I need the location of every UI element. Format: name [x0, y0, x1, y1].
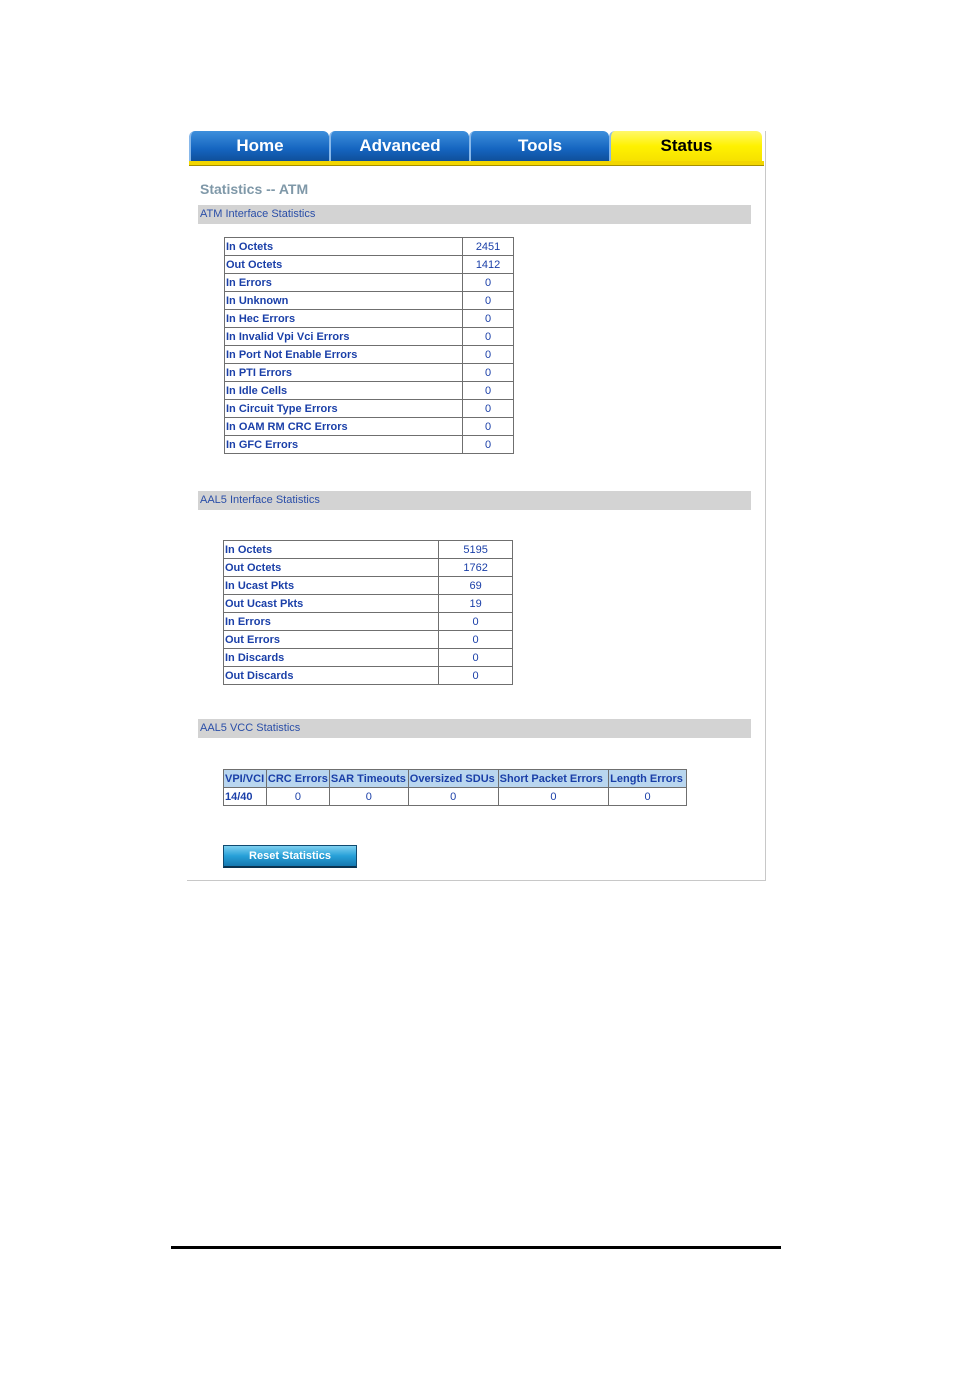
stat-value: 0 [463, 274, 514, 292]
atm-stats-table [224, 237, 514, 454]
table-row [224, 667, 513, 685]
tab-advanced[interactable]: Advanced [329, 131, 469, 161]
vcc-stats-table [223, 769, 687, 806]
page-title: Statistics -- ATM [200, 181, 309, 197]
table-row [224, 649, 513, 667]
stat-value: 69 [439, 577, 513, 595]
tab-tools[interactable]: Tools [469, 131, 609, 161]
stat-value: 0 [463, 310, 514, 328]
aal5-stats-table [223, 540, 513, 685]
tab-underline [189, 161, 764, 166]
column-header: VPI/VCI [224, 770, 267, 788]
aal5-section-heading: AAL5 Interface Statistics [198, 491, 751, 510]
stat-label: In Invalid Vpi Vci Errors [225, 328, 463, 346]
stat-label: In OAM RM CRC Errors [225, 418, 463, 436]
table-row [224, 595, 513, 613]
stat-value: 5195 [439, 541, 513, 559]
stat-label: In Octets [224, 541, 439, 559]
table-row [224, 541, 513, 559]
stat-value: 2451 [463, 238, 514, 256]
table-row [225, 256, 514, 274]
table-row [225, 382, 514, 400]
stat-label: In Errors [225, 274, 463, 292]
reset-statistics-button[interactable]: Reset Statistics [223, 845, 357, 868]
stat-value: 0 [463, 436, 514, 454]
atm-section-heading: ATM Interface Statistics [198, 205, 751, 224]
stat-value: 0 [439, 649, 513, 667]
table-row [224, 577, 513, 595]
table-row [225, 418, 514, 436]
stat-value: 0 [463, 346, 514, 364]
vpi-vci-cell: 14/40 [224, 788, 267, 806]
table-row [225, 274, 514, 292]
tab-status[interactable]: Status [609, 131, 762, 161]
stat-label: Out Ucast Pkts [224, 595, 439, 613]
main-nav [189, 131, 764, 166]
stat-value: 19 [439, 595, 513, 613]
vcc-section-heading: AAL5 VCC Statistics [198, 719, 751, 738]
stat-value: 0 [463, 382, 514, 400]
table-row [224, 631, 513, 649]
stat-label: In PTI Errors [225, 364, 463, 382]
stat-value: 0 [439, 667, 513, 685]
table-row [225, 292, 514, 310]
table-row [225, 238, 514, 256]
stat-label: Out Errors [224, 631, 439, 649]
stat-label: In Circuit Type Errors [225, 400, 463, 418]
stat-label: In Hec Errors [225, 310, 463, 328]
stat-value: 0 [498, 788, 609, 806]
stat-label: In Ucast Pkts [224, 577, 439, 595]
stat-label: In Discards [224, 649, 439, 667]
table-row [224, 788, 687, 806]
stat-value: 0 [463, 328, 514, 346]
stat-label: In GFC Errors [225, 436, 463, 454]
stat-value: 0 [463, 292, 514, 310]
stat-value: 0 [609, 788, 687, 806]
stat-value: 0 [329, 788, 408, 806]
stat-label: In Idle Cells [225, 382, 463, 400]
stat-label: In Errors [224, 613, 439, 631]
stat-value: 0 [463, 418, 514, 436]
stat-label: In Port Not Enable Errors [225, 346, 463, 364]
stat-value: 0 [439, 631, 513, 649]
column-header: CRC Errors [266, 770, 329, 788]
stat-label: In Unknown [225, 292, 463, 310]
table-row [225, 436, 514, 454]
table-header-row [224, 770, 687, 788]
stat-value: 1412 [463, 256, 514, 274]
stat-value: 0 [266, 788, 329, 806]
stat-value: 1762 [439, 559, 513, 577]
stat-value: 0 [439, 613, 513, 631]
tab-home[interactable]: Home [189, 131, 329, 161]
footer-divider [171, 1246, 781, 1249]
table-row [225, 346, 514, 364]
column-header: SAR Timeouts [329, 770, 408, 788]
table-row [225, 328, 514, 346]
stat-value: 0 [408, 788, 498, 806]
column-header: Oversized SDUs [408, 770, 498, 788]
table-row [224, 559, 513, 577]
stat-label: Out Discards [224, 667, 439, 685]
table-row [225, 364, 514, 382]
stat-label: Out Octets [224, 559, 439, 577]
stat-label: In Octets [225, 238, 463, 256]
table-row [224, 613, 513, 631]
table-row [225, 400, 514, 418]
column-header: Length Errors [609, 770, 687, 788]
stat-label: Out Octets [225, 256, 463, 274]
column-header: Short Packet Errors [498, 770, 609, 788]
table-row [225, 310, 514, 328]
stat-value: 0 [463, 400, 514, 418]
stat-value: 0 [463, 364, 514, 382]
